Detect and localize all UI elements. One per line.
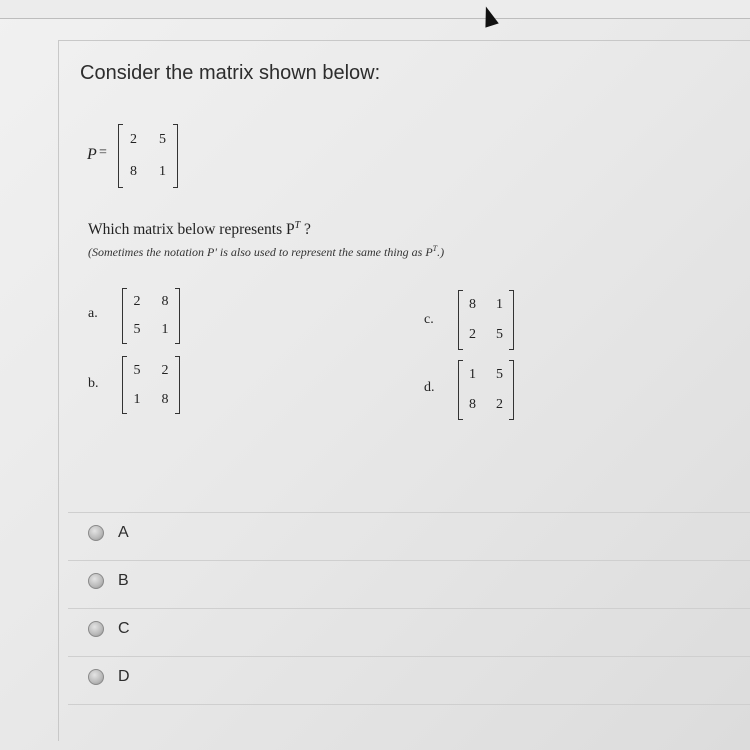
option-a-cell: 2	[133, 294, 141, 309]
option-d-cell: 2	[496, 397, 503, 412]
radio-b[interactable]	[88, 573, 104, 589]
option-c-letter: c.	[424, 312, 434, 327]
divider	[68, 512, 750, 513]
option-c-cell: 1	[496, 297, 503, 312]
option-c-cell: 5	[496, 327, 503, 342]
radio-d[interactable]	[88, 669, 104, 685]
option-d-cell: 8	[469, 397, 476, 412]
matrix-equals: =	[99, 145, 107, 160]
option-a-cell: 5	[133, 322, 141, 337]
option-c-matrix	[458, 290, 514, 350]
option-b-cell: 2	[161, 362, 169, 378]
choice-d[interactable]	[88, 668, 130, 686]
option-a-cell: 8	[161, 294, 169, 309]
option-d-cell: 1	[469, 367, 476, 382]
option-d-matrix	[458, 360, 514, 420]
option-d-cell: 5	[496, 367, 503, 382]
divider	[68, 560, 750, 561]
matrix-p-cell: 8	[130, 164, 137, 179]
option-c-cell: 8	[469, 297, 476, 312]
option-d-letter: d.	[424, 380, 435, 395]
divider	[68, 608, 750, 609]
choice-b-label: B	[118, 572, 129, 589]
matrix-p-cell: 5	[159, 132, 166, 147]
question-text: Which matrix below represents $P^T$ ?	[88, 220, 311, 239]
option-b-cell: 8	[161, 391, 169, 407]
option-b-cell: 1	[133, 391, 141, 407]
option-c-cell: 2	[469, 327, 476, 342]
matrix-p	[118, 124, 178, 188]
top-toolbar-edge	[0, 0, 750, 19]
question-note: (Sometimes the notation P' is also used to represent the same thing as $P^T$.)	[88, 244, 445, 259]
matrix-label: P	[87, 146, 97, 163]
option-b-letter: b.	[88, 376, 99, 391]
option-b-matrix	[122, 356, 180, 414]
choice-b[interactable]	[88, 572, 129, 590]
matrix-p-cell: 2	[130, 132, 137, 147]
divider	[68, 704, 750, 705]
option-b-cell: 5	[133, 362, 141, 378]
option-a-letter: a.	[88, 306, 98, 321]
choice-a-label: A	[118, 524, 129, 541]
radio-c[interactable]	[88, 621, 104, 637]
question-prompt: Consider the matrix shown below:	[80, 62, 381, 84]
option-a-matrix	[122, 288, 180, 344]
option-a-cell: 1	[161, 322, 169, 337]
choice-c[interactable]	[88, 620, 130, 638]
radio-a[interactable]	[88, 525, 104, 541]
divider	[68, 656, 750, 657]
choice-a[interactable]	[88, 524, 129, 542]
matrix-p-cell: 1	[159, 164, 166, 179]
choice-c-label: C	[118, 620, 130, 637]
choice-d-label: D	[118, 668, 130, 685]
